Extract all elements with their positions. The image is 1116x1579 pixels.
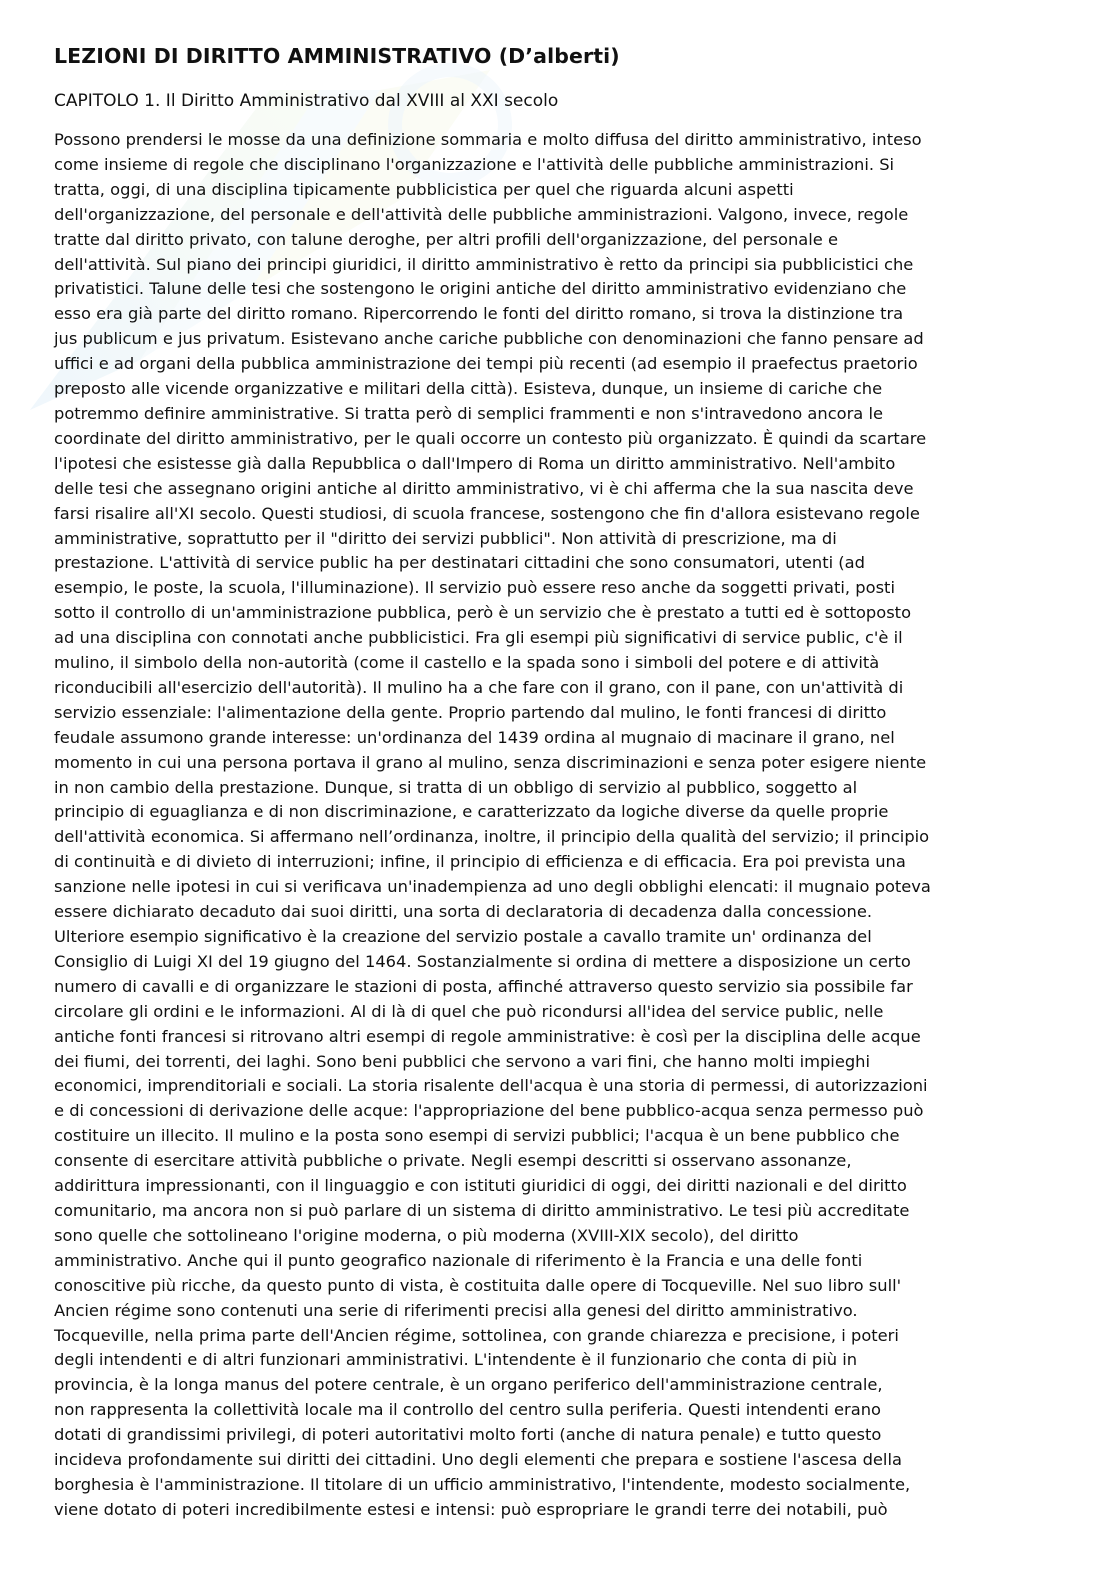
text-line: comunitario, ma ancora non si può parlare di un sistema di diritto amministrativo. Le tesi più accreditate — [54, 1200, 910, 1220]
text-line: dotati di grandissimi privilegi, di poteri autoritativi molto forti (anche di natura penale) e tutto questo — [54, 1425, 882, 1445]
text-line: circolare gli ordini e le informazioni. Al di là di quel che può ricondursi all'idea del service public, nelle — [54, 1001, 884, 1021]
text-line: dell'attività. Sul piano dei principi giuridici, il diritto amministrativo è retto da principi sia pubblicistici che — [54, 254, 914, 274]
text-line: borghesia è l'amministrazione. Il titolare di un ufficio amministrativo, l'intendente, modesto socialmente, — [54, 1474, 911, 1494]
text-line: tratta, oggi, di una disciplina tipicamente pubblicistica per quel che riguarda alcuni aspetti — [54, 179, 794, 199]
text-line: ad una disciplina con connotati anche pubblicistici. Fra gli esempi più significativi di service public, c'è il — [54, 628, 903, 648]
text-line: di continuità e di divieto di interruzioni; infine, il principio di efficienza e di efficacia. Era poi prevista una — [54, 852, 906, 872]
text-line: Consiglio di Luigi XI del 19 giugno del 1464. Sostanzialmente si ordina di mettere a disposizione un certo — [54, 951, 911, 971]
text-line: prestazione. L'attività di service public ha per destinatari cittadini che sono consumatori, utenti (ad — [54, 553, 865, 573]
text-line: degli intendenti e di altri funzionari amministrativi. L'intendente è il funzionario che conta di più in — [54, 1350, 858, 1370]
text-line: Tocqueville, nella prima parte dell'Ancien régime, sottolinea, con grande chiarezza e precisione, i poteri — [54, 1325, 899, 1345]
text-line: Ulteriore esempio significativo è la creazione del servizio postale a cavallo tramite un' ordinanza del — [54, 927, 872, 946]
document-title: LEZIONI DI DIRITTO AMMINISTRATIVO (D’alberti) — [54, 44, 620, 68]
text-line: sotto il controllo di un'amministrazione pubblica, però è un servizio che è prestato a tutti ed è sottoposto — [54, 603, 912, 623]
text-line: dell'attività economica. Si affermano nell’ordinanza, inoltre, il principio della qualità del servizio; il principio — [54, 827, 930, 847]
text-line: riconducibili all'esercizio dell'autorità). Il mulino ha a che fare con il grano, con il pane, con un'attività di — [54, 677, 904, 697]
text-line: uffici e ad organi della pubblica amministrazione dei tempi più recenti (ad esempio il praefectus praetorio — [54, 354, 918, 374]
text-line: delle tesi che assegnano origini antiche al diritto amministrativo, vi è chi afferma che la sua nascita deve — [54, 478, 914, 498]
text-line: antiche fonti francesi si ritrovano altri esempi di regole amministrative: è così per la disciplina delle acque — [54, 1026, 921, 1046]
text-line: potremmo definire amministrative. Si tratta però di semplici frammenti e non s'intravedono ancora le — [54, 403, 883, 423]
text-line: economici, imprenditoriali e sociali. La storia risalente dell'acqua è una storia di permessi, di autorizzazioni — [54, 1076, 928, 1096]
text-line: principio di eguaglianza e di non discriminazione, e caratterizzato da logiche diverse da quelle proprie — [54, 802, 889, 822]
text-line: dei fiumi, dei torrenti, dei laghi. Sono beni pubblici che servono a vari fini, che hanno molti impieghi — [54, 1051, 871, 1071]
text-line: addirittura impressionanti, con il linguaggio e con istituti giuridici di oggi, dei diritti nazionali e del diritto — [54, 1176, 907, 1196]
text-line: momento in cui una persona portava il grano al mulino, senza discriminazioni e senza poter esigere niente — [54, 752, 927, 772]
text-line: mulino, il simbolo della non-autorità (come il castello e la spada sono i simboli del potere e di attività — [54, 653, 880, 673]
text-line: provincia, è la longa manus del potere centrale, è un organo periferico dell'amministrazione centrale, — [54, 1375, 883, 1395]
text-line: privatistici. Talune delle tesi che sostengono le origini antiche del diritto amministrativo evidenziano che — [54, 279, 907, 299]
text-line: essere dichiarato decaduto dai suoi diritti, una sorta di declaratoria di decadenza dalla concessione. — [54, 902, 873, 922]
text-line: viene dotato di poteri incredibilmente estesi e intensi: può espropriare le grandi terre dei notabili, può — [54, 1499, 888, 1519]
text-line: numero di cavalli e di organizzare le stazioni di posta, affinché attraverso questo servizio sia possibile far — [54, 976, 913, 996]
text-line: farsi risalire all'XI secolo. Questi studiosi, di scuola francese, sostengono che fin d'allora esistevano regole — [54, 503, 920, 523]
text-line: amministrative, soprattutto per il "diritto dei servizi pubblici". Non attività di prescrizione, ma di — [54, 528, 837, 548]
text-line: conoscitive più ricche, da questo punto di vista, è costituita dalle opere di Tocqueville. Nel suo libro sull' — [54, 1275, 902, 1295]
text-line: l'ipotesi che esistesse già dalla Repubblica o dall'Impero di Roma un diritto amministrativo. Nell'ambito — [54, 453, 896, 473]
text-line: non rappresenta la collettività locale ma il controllo del centro sulla periferia. Questi intendenti erano — [54, 1400, 881, 1420]
text-line: amministrativo. Anche qui il punto geografico nazionale di riferimento è la Francia e una delle fonti — [54, 1250, 863, 1270]
text-line: Ancien régime sono contenuti una serie di riferimenti precisi alla genesi del diritto amministrativo. — [54, 1300, 858, 1320]
text-line: dell'organizzazione, del personale e dell'attività delle pubbliche amministrazioni. Valgono, invece, regole — [54, 204, 909, 224]
text-line: esso era già parte del diritto romano. Ripercorrendo le fonti del diritto romano, si trova la distinzione tra — [54, 304, 904, 324]
document-content — [54, 40, 1064, 1523]
text-line: esempio, le poste, la scuola, l'illuminazione). Il servizio può essere reso anche da soggetti privati, posti — [54, 578, 895, 598]
text-line: preposto alle vicende organizzative e militari della città). Esisteva, dunque, un insieme di cariche che — [54, 379, 883, 399]
text-line: Possono prendersi le mosse da una definizione sommaria e molto diffusa del diritto amministrativo, inteso — [54, 130, 922, 149]
text-line: costituire un illecito. Il mulino e la posta sono esempi di servizi pubblici; l'acqua è un bene pubblico che — [54, 1126, 900, 1146]
chapter-heading: CAPITOLO 1. Il Diritto Amministrativo dal XVIII al XXI secolo — [54, 91, 559, 111]
text-line: servizio essenziale: l'alimentazione della gente. Proprio partendo dal mulino, le fonti francesi di diritto — [54, 702, 887, 722]
body-paragraph — [54, 128, 1064, 1523]
text-line: consente di esercitare attività pubbliche o private. Negli esempi descritti si osservano assonanze, — [54, 1151, 852, 1171]
text-line: tratte dal diritto privato, con talune deroghe, per altri profili dell'organizzazione, del personale e — [54, 229, 839, 249]
text-line: e di concessioni di derivazione delle acque: l'appropriazione del bene pubblico-acqua senza permesso può — [54, 1101, 924, 1121]
text-line: in non cambio della prestazione. Dunque, si tratta di un obbligo di servizio al pubblico, soggetto al — [54, 777, 858, 797]
text-line: jus publicum e jus privatum. Esistevano anche cariche pubbliche con denominazioni che fanno pensare ad — [54, 329, 924, 349]
text-line: incideva profondamente sui diritti dei cittadini. Uno degli elementi che prepara e sostiene l'ascesa della — [54, 1450, 902, 1470]
text-line: sono quelle che sottolineano l'origine moderna, o più moderna (XVIII-XIX secolo), del diritto — [54, 1225, 799, 1245]
text-line: come insieme di regole che disciplinano l'organizzazione e l'attività delle pubbliche amministrazioni. Si — [54, 154, 895, 174]
text-line: sanzione nelle ipotesi in cui si verificava un'inadempienza ad uno degli obblighi elencati: il mugnaio poteva — [54, 877, 931, 897]
text-line: coordinate del diritto amministrativo, per le quali occorre un contesto più organizzato. È quindi da scartare — [54, 428, 927, 448]
text-line: feudale assumono grande interesse: un'ordinanza del 1439 ordina al mugnaio di macinare il grano, nel — [54, 727, 895, 747]
